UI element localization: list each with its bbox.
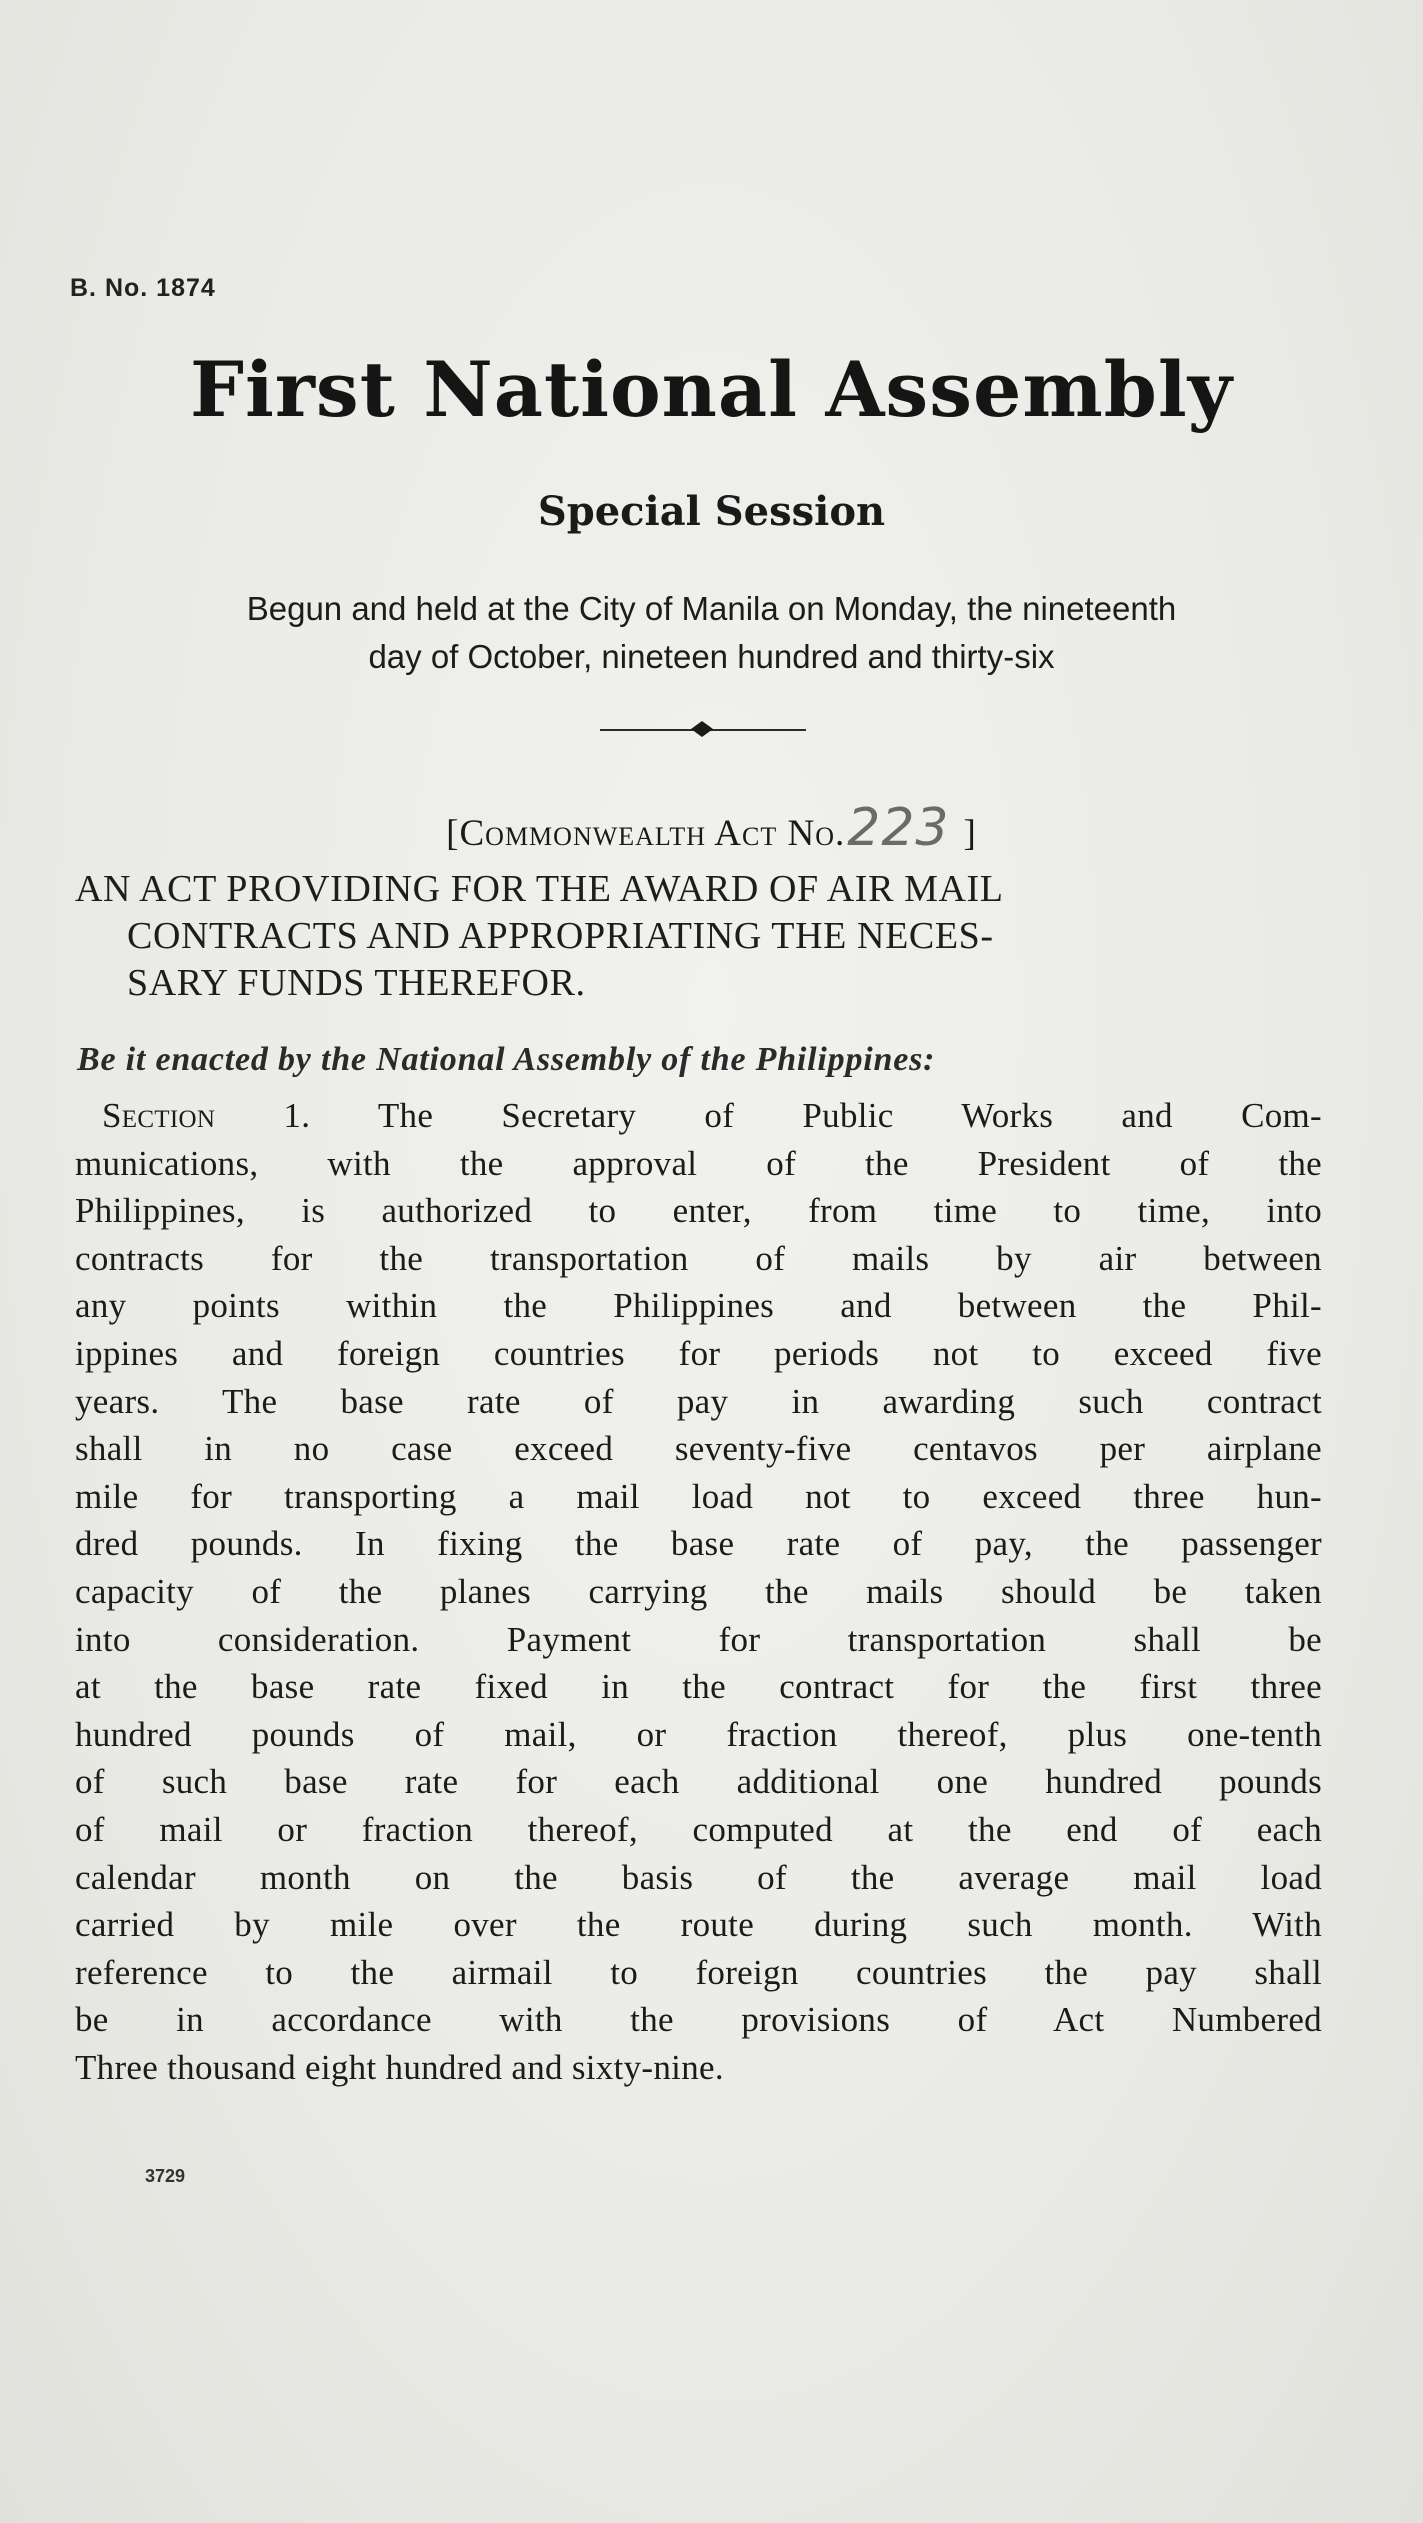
ca-label: Commonwealth Act No. — [459, 813, 846, 854]
section-line: contracts for the transportation of mails by air between — [75, 1238, 1322, 1278]
section-line: Three thousand eight hundred and sixty-nine. — [75, 2047, 724, 2087]
act-title-line: CONTRACTS AND APPROPRIATING THE NECES- — [127, 915, 994, 957]
enacting-clause: Be it enacted by the National Assembly of the Philippines: — [77, 1041, 936, 1078]
ca-close-bracket: ] — [963, 813, 977, 854]
section-line: hundred pounds of mail, or fraction thereof, plus one-tenth — [75, 1714, 1322, 1754]
act-title — [75, 866, 1355, 1007]
session-date-statement — [70, 585, 1353, 681]
section-line: munications, with the approval of the President of the — [75, 1143, 1322, 1183]
section-line: reference to the airmail to foreign countries the pay shall — [75, 1952, 1322, 1992]
session-date-line-1: Begun and held at the City of Manila on Monday, the nineteenth — [246, 590, 1177, 627]
section-line: Philippines, is authorized to enter, from time to time, into — [75, 1191, 1322, 1231]
section-line: carried by mile over the route during such month. With — [75, 1905, 1322, 1945]
act-title-line: SARY FUNDS THEREFOR. — [127, 962, 586, 1004]
section-line: dred pounds. In fixing the base rate of pay, the passenger — [75, 1524, 1322, 1564]
section-line: any points within the Philippines and between the Phil- — [75, 1286, 1322, 1326]
section-1-body — [75, 1092, 1322, 2091]
section-label: Section 1. — [102, 1096, 311, 1135]
section-line: of such base rate for each additional one hundred pounds — [75, 1762, 1322, 1802]
section-line: into consideration. Payment for transportation shall be — [75, 1619, 1322, 1659]
section-line: of mail or fraction thereof, computed at the end of each — [75, 1809, 1322, 1849]
section-line: ippines and foreign countries for periods not to exceed five — [75, 1333, 1322, 1373]
section-line: capacity of the planes carrying the mails should be taken — [75, 1571, 1322, 1611]
ca-open-bracket: [ — [446, 813, 460, 854]
session-title: Special Session — [537, 488, 886, 535]
divider-diamond-icon — [691, 721, 713, 737]
section-line: be in accordance with the provisions of Act Numbered — [75, 2000, 1322, 2040]
section-line-text: The Secretary of Public Works and Com- — [377, 1096, 1322, 1135]
section-line: shall in no case exceed seventy-five centavos per airplane — [75, 1429, 1322, 1469]
assembly-title: First National Assembly — [190, 345, 1233, 434]
section-line: years. The base rate of pay in awarding such contract — [75, 1381, 1322, 1421]
section-line: mile for transporting a mail load not to exceed three hun- — [75, 1476, 1322, 1516]
commonwealth-act-number — [0, 798, 1423, 858]
section-line — [75, 1092, 1322, 1140]
session-date-line-2: day of October, nineteen hundred and thirty-six — [368, 638, 1055, 675]
footer-print-number: 3729 — [145, 2166, 186, 2186]
bill-number: B. No. 1874 — [70, 274, 216, 302]
ca-handwritten-number: 223 — [847, 798, 950, 858]
section-line: calendar month on the basis of the average mail load — [75, 1857, 1322, 1897]
act-title-line: AN ACT PROVIDING FOR THE AWARD OF AIR MAIL — [75, 868, 1004, 910]
section-line: at the base rate fixed in the contract for the first three — [75, 1667, 1322, 1707]
